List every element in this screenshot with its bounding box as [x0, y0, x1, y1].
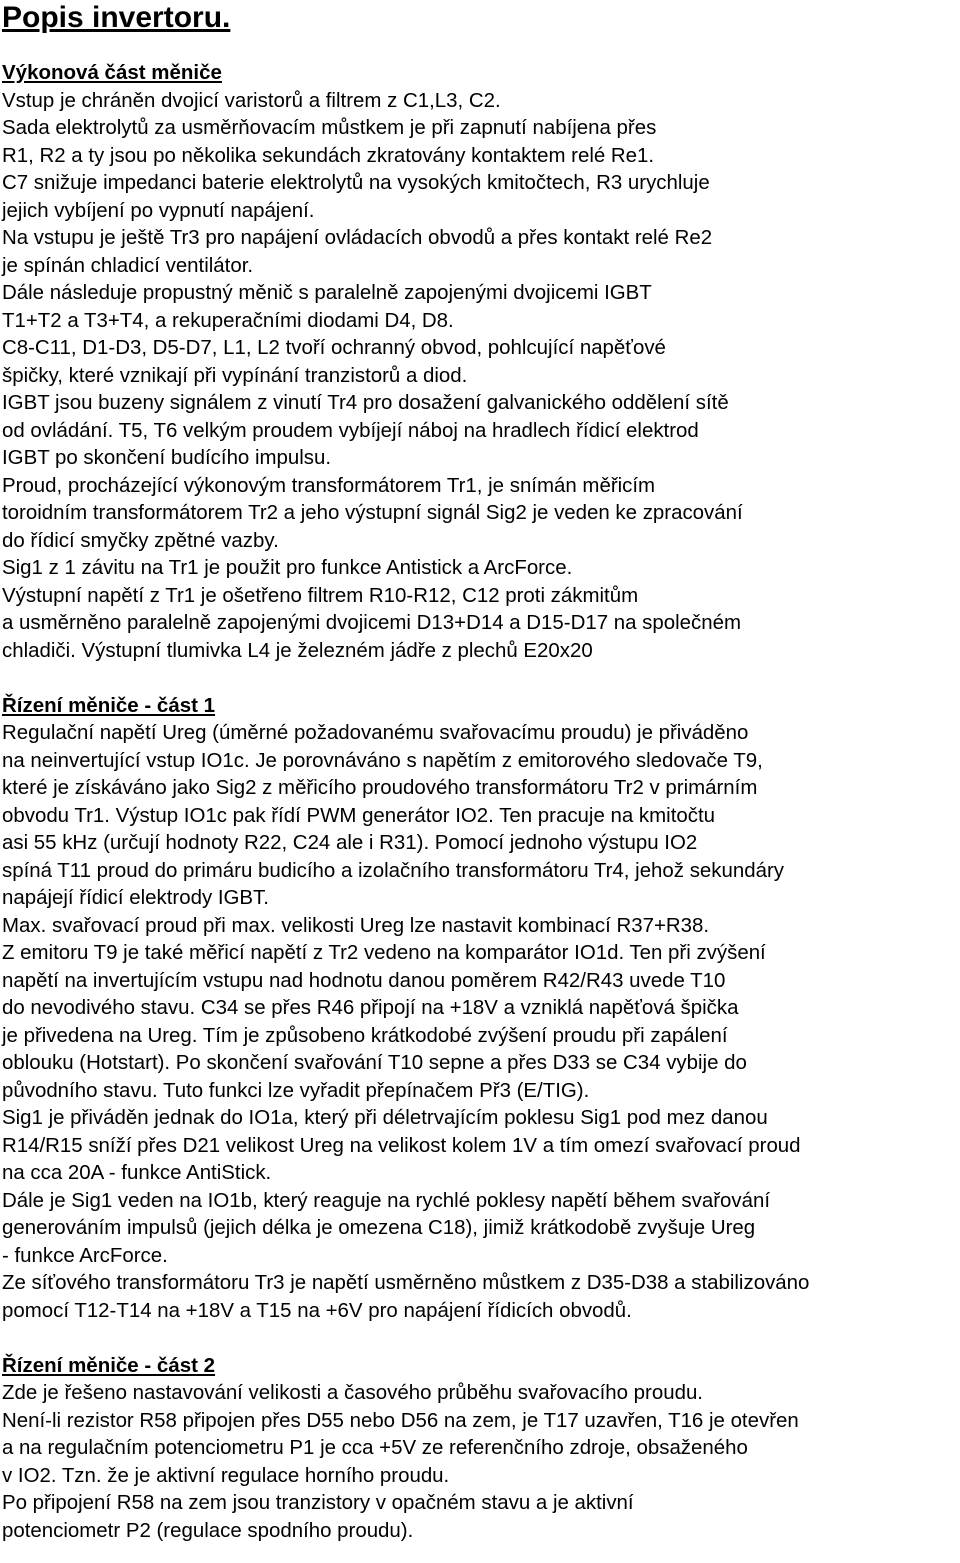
section-control-part-1 — [2, 692, 958, 1325]
paragraph-line: asi 55 kHz (určují hodnoty R22, C24 ale i R31). Pomocí jednoho výstupu IO2 — [2, 831, 698, 854]
paragraph-line: Výstupní napětí z Tr1 je ošetřeno filtrem R10-R12, C12 proti zákmitům — [2, 583, 639, 607]
paragraph-line: a usměrněno paralelně zapojenými dvojicemi D13+D14 a D15-D17 na společném — [2, 611, 742, 634]
paragraph-line: na cca 20A - funkce AntiStick. — [2, 1161, 272, 1184]
paragraph-line: do řídicí smyčky zpětné vazby. — [2, 528, 279, 552]
paragraph-line: - funkce ArcForce. — [2, 1243, 168, 1267]
paragraph-line: Dále je Sig1 veden na IO1b, který reaguje na rychlé poklesy napětí během svařování — [2, 1188, 770, 1212]
paragraph-line: obvodu Tr1. Výstup IO1c pak řídí PWM generátor IO2. Ten pracuje na kmitočtu — [2, 803, 716, 827]
paragraph-line: pomocí T12-T14 na +18V a T15 na +6V pro napájení řídicích obvodů. — [2, 1298, 632, 1322]
paragraph-line: Na vstupu je ještě Tr3 pro napájení ovládacích obvodů a přes kontakt relé Re2 — [2, 226, 713, 249]
section-control-part-2 — [2, 1352, 958, 1545]
paragraph-line: IGBT jsou buzeny signálem z vinutí Tr4 pro dosažení galvanického oddělení sítě — [2, 391, 729, 414]
paragraph-line: do nevodivého stavu. C34 se přes R46 připojí na +18V a vzniklá napěťová špička — [2, 996, 739, 1019]
paragraph-line: Max. svařovací proud při max. velikosti Ureg lze nastavit kombinací R37+R38. — [2, 913, 710, 937]
paragraph-line: T1+T2 a T3+T4, a rekuperačními diodami D4, D8. — [2, 308, 454, 332]
paragraph-line: napájejí řídicí elektrody IGBT. — [2, 886, 269, 909]
paragraph-line: oblouku (Hotstart). Po skončení svařování T10 sepne a přes D33 se C34 vybije do — [2, 1051, 747, 1074]
paragraph-line: a na regulačním potenciometru P1 je cca +5V ze referenčního zdroje, obsaženého — [2, 1436, 748, 1459]
paragraph-line: C8-C11, D1-D3, D5-D7, L1, L2 tvoří ochranný obvod, pohlcující napěťové — [2, 336, 666, 359]
document-title: Popis invertoru. — [2, 1, 231, 34]
paragraph-line: spíná T11 proud do primáru budicího a izolačního transformátoru Tr4, jehož sekundáry — [2, 858, 784, 882]
paragraph-line: chladiči. Výstupní tlumivka L4 je železném jádře z plechů E20x20 — [2, 638, 593, 662]
section-heading: Řízení měniče - část 2 — [2, 1353, 216, 1377]
paragraph-line: Ze síťového transformátoru Tr3 je napětí usměrněno můstkem z D35-D38 a stabilizováno — [2, 1271, 810, 1294]
paragraph-line: Sig1 je přiváděn jednak do IO1a, který při déletrvajícím poklesu Sig1 pod mez danou — [2, 1106, 768, 1129]
paragraph-line: na neinvertující vstup IO1c. Je porovnáváno s napětím z emitorového sledovače T9, — [2, 748, 763, 772]
paragraph-line: v IO2. Tzn. že je aktivní regulace horního proudu. — [2, 1463, 450, 1487]
paragraph-line: Není-li rezistor R58 připojen přes D55 nebo D56 na zem, je T17 uzavřen, T16 je otevřen — [2, 1408, 799, 1432]
paragraph-line: IGBT po skončení budícího impulsu. — [2, 446, 332, 469]
section-heading: Výkonová část měniče — [2, 61, 222, 84]
paragraph-line: špičky, které vznikají při vypínání tranzistorů a diod. — [2, 363, 468, 387]
document-page — [2, 0, 958, 1544]
section-heading: Řízení měniče - část 1 — [2, 693, 216, 717]
paragraph-line: jejich vybíjení po vypnutí napájení. — [2, 198, 315, 222]
paragraph-line: toroidním transformátorem Tr2 a jeho výstupní signál Sig2 je veden ke zpracování — [2, 501, 743, 524]
paragraph-line: je spínán chladicí ventilátor. — [2, 253, 254, 277]
paragraph-line: původního stavu. Tuto funkci lze vyřadit přepínačem Př3 (E/TIG). — [2, 1078, 590, 1102]
paragraph-line: C7 snižuje impedanci baterie elektrolytů na vysokých kmitočtech, R3 urychluje — [2, 171, 710, 194]
paragraph-line: Z emitoru T9 je také měřicí napětí z Tr2 vedeno na komparátor IO1d. Ten při zvýšení — [2, 941, 766, 964]
paragraph-line: napětí na invertujícím vstupu nad hodnotu danou poměrem R42/R43 uvede T10 — [2, 968, 726, 992]
paragraph-line: generováním impulsů (jejich délka je omezena C18), jimiž krátkodobě zvyšuje Ureg — [2, 1216, 756, 1239]
paragraph-line: Vstup je chráněn dvojicí varistorů a filtrem z C1,L3, C2. — [2, 88, 501, 112]
paragraph-line: Sada elektrolytů za usměrňovacím můstkem je při zapnutí nabíjena přes — [2, 116, 657, 139]
paragraph-line: potenciometr P2 (regulace spodního proudu). — [2, 1518, 414, 1542]
section-power-stage — [2, 59, 958, 664]
paragraph-line: Regulační napětí Ureg (úměrné požadovanému svařovacímu proudu) je přiváděno — [2, 721, 749, 744]
paragraph-line: které je získáváno jako Sig2 z měřicího proudového transformátoru Tr2 v primárním — [2, 776, 758, 799]
paragraph-line: Dále následuje propustný měnič s paralelně zapojenými dvojicemi IGBT — [2, 281, 652, 304]
paragraph-line: od ovládání. T5, T6 velkým proudem vybíjejí náboj na hradlech řídicí elektrod — [2, 418, 699, 442]
paragraph-line: R14/R15 sníží přes D21 velikost Ureg na velikost kolem 1V a tím omezí svařovací proud — [2, 1133, 801, 1157]
paragraph-line: R1, R2 a ty jsou po několika sekundách zkratovány kontaktem relé Re1. — [2, 143, 655, 167]
paragraph-line: Proud, procházející výkonovým transformátorem Tr1, je snímán měřicím — [2, 473, 656, 497]
paragraph-line: Zde je řešeno nastavování velikosti a časového průběhu svařovacího proudu. — [2, 1381, 703, 1404]
paragraph-line: je přivedena na Ureg. Tím je způsobeno krátkodobé zvýšení proudu při zapálení — [2, 1023, 728, 1047]
paragraph-line: Po připojení R58 na zem jsou tranzistory v opačném stavu a je aktivní — [2, 1491, 634, 1514]
paragraph-line: Sig1 z 1 závitu na Tr1 je použit pro funkce Antistick a ArcForce. — [2, 556, 573, 579]
